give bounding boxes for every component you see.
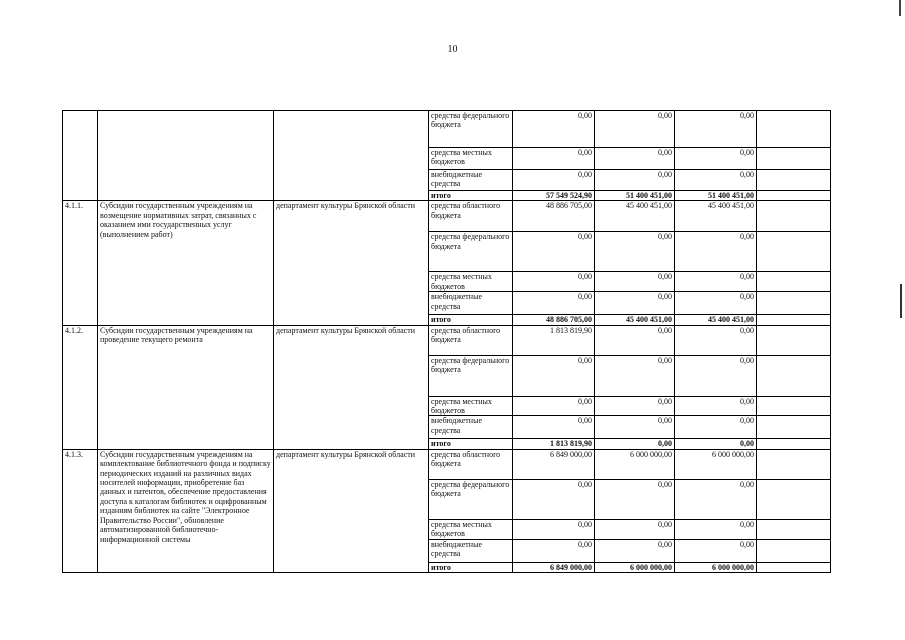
funding-source-cell	[429, 355, 513, 396]
amount-v2-cell: 0,00	[595, 232, 675, 272]
amount-v2-cell: 0,00	[595, 170, 675, 191]
amount-v1-cell: 0,00	[513, 170, 595, 191]
amount-v1-cell: 0,00	[513, 519, 595, 539]
funding-source-label: итого	[431, 439, 451, 449]
notes-cell	[757, 325, 831, 355]
amount-v2-cell: 51 400 451,00	[595, 191, 675, 201]
amount-v1-cell: 0,00	[513, 355, 595, 396]
notes-cell	[757, 355, 831, 396]
amount-v3-cell: 0,00	[675, 148, 757, 170]
table-row	[63, 111, 831, 148]
measure-code: 4.1.2.	[63, 325, 98, 449]
funding-source-cell	[429, 479, 513, 519]
notes-cell	[757, 111, 831, 148]
funding-source-label: внебюджетные средства	[431, 170, 482, 189]
amount-v3-cell: 0,00	[675, 519, 757, 539]
notes-cell	[757, 449, 831, 479]
amount-v1-cell: 0,00	[513, 479, 595, 519]
notes-cell	[757, 539, 831, 562]
amount-v2-cell: 6 000 000,00	[595, 562, 675, 572]
funding-source-label: средства федерального бюджета	[431, 479, 510, 499]
amount-v1-cell: 0,00	[513, 111, 595, 148]
funding-source-cell	[429, 201, 513, 232]
notes-cell	[757, 272, 831, 292]
amount-v3-cell: 0,00	[675, 232, 757, 272]
amount-v1-cell: 6 849 000,00	[513, 562, 595, 572]
measure-code: 4.1.3.	[63, 449, 98, 572]
notes-cell	[757, 519, 831, 539]
amount-v2-cell: 0,00	[595, 148, 675, 170]
amount-v1-cell: 1 813 819,90	[513, 439, 595, 449]
funding-source-cell	[429, 148, 513, 170]
amount-v3-cell: 0,00	[675, 416, 757, 439]
amount-v2-cell: 0,00	[595, 439, 675, 449]
amount-v2-cell: 0,00	[595, 519, 675, 539]
amount-v3-cell: 0,00	[675, 439, 757, 449]
scan-margin-mark	[900, 284, 902, 318]
amount-v2-cell: 45 400 451,00	[595, 201, 675, 232]
notes-cell	[757, 396, 831, 416]
amount-v1-cell: 0,00	[513, 416, 595, 439]
funding-source-label: средства местных бюджетов	[431, 396, 492, 416]
amount-v2-cell: 0,00	[595, 396, 675, 416]
measure-name: Субсидии государственным учреждениям на комплектование библиотечного фонда и подписку периодических изданий на различных видах носителей информации, приобретение баз данных и патентов, обеспечение предоставления доступа к каталогам библиотек и оцифрованным изданиям библиотек на сайте "Электронное Правительство России", обновление автоматизированной библиотечно-информационной системы	[98, 449, 274, 572]
name-cell	[98, 111, 274, 201]
amount-v2-cell: 0,00	[595, 272, 675, 292]
notes-cell	[757, 416, 831, 439]
funding-source-label: итого	[431, 315, 451, 325]
amount-v2-cell: 0,00	[595, 355, 675, 396]
amount-v3-cell: 0,00	[675, 355, 757, 396]
funding-source-cell	[429, 272, 513, 292]
amount-v3-cell: 6 000 000,00	[675, 449, 757, 479]
amount-v3-cell: 0,00	[675, 539, 757, 562]
notes-cell	[757, 479, 831, 519]
funding-source-label: средства федерального бюджета	[431, 232, 510, 251]
funding-source-label: средства местных бюджетов	[431, 519, 492, 539]
amount-v1-cell: 0,00	[513, 539, 595, 562]
funding-source-cell	[429, 170, 513, 191]
measure-code: 4.1.1.	[63, 201, 98, 325]
notes-cell	[757, 232, 831, 272]
budget-table	[62, 110, 831, 573]
amount-v3-cell: 0,00	[675, 272, 757, 292]
amount-v3-cell: 0,00	[675, 396, 757, 416]
funding-source-cell	[429, 396, 513, 416]
funding-source-label: внебюджетные средства	[431, 292, 482, 311]
amount-v2-cell: 0,00	[595, 416, 675, 439]
funding-source-label: средства федерального бюджета	[431, 355, 510, 375]
notes-cell	[757, 148, 831, 170]
funding-source-label: итого	[431, 191, 451, 200]
funding-source-label: средства областного бюджета	[431, 449, 501, 469]
funding-source-cell	[429, 315, 513, 325]
funding-source-label: итого	[431, 562, 451, 572]
amount-v3-cell: 51 400 451,00	[675, 191, 757, 201]
funding-source-label: средства местных бюджетов	[431, 148, 492, 167]
funding-source-cell	[429, 325, 513, 355]
table-body	[63, 111, 831, 573]
funding-source-label: внебюджетные средства	[431, 539, 482, 559]
code-cell	[63, 111, 98, 201]
measure-name: Субсидии государственным учреждениям на возмещение нормативных затрат, связанных с оказанием ими государственных услуг (выполнением работ)	[98, 201, 274, 325]
notes-cell	[757, 201, 831, 232]
amount-v1-cell: 57 549 524,90	[513, 191, 595, 201]
amount-v1-cell: 48 886 705,00	[513, 315, 595, 325]
amount-v2-cell: 0,00	[595, 325, 675, 355]
funding-source-cell	[429, 416, 513, 439]
funding-source-cell	[429, 539, 513, 562]
notes-cell	[757, 439, 831, 449]
funding-source-cell	[429, 191, 513, 201]
amount-v3-cell: 45 400 451,00	[675, 315, 757, 325]
funding-source-cell	[429, 519, 513, 539]
amount-v3-cell: 0,00	[675, 325, 757, 355]
notes-cell	[757, 315, 831, 325]
amount-v3-cell: 45 400 451,00	[675, 201, 757, 232]
measure-executor: департамент культуры Брянской области	[274, 325, 429, 449]
amount-v2-cell: 6 000 000,00	[595, 449, 675, 479]
measure-executor: департамент культуры Брянской области	[274, 449, 429, 572]
amount-v2-cell: 0,00	[595, 539, 675, 562]
amount-v1-cell: 6 849 000,00	[513, 449, 595, 479]
page-number: 10	[447, 44, 458, 55]
amount-v3-cell: 6 000 000,00	[675, 562, 757, 572]
measure-name: Субсидии государственным учреждениям на проведение текущего ремонта	[98, 325, 274, 449]
measure-executor: департамент культуры Брянской области	[274, 201, 429, 325]
amount-v1-cell: 48 886 705,00	[513, 201, 595, 232]
notes-cell	[757, 170, 831, 191]
funding-source-label: внебюджетные средства	[431, 416, 482, 435]
amount-v3-cell: 0,00	[675, 479, 757, 519]
notes-cell	[757, 191, 831, 201]
amount-v2-cell: 45 400 451,00	[595, 315, 675, 325]
funding-source-label: средства областного бюджета	[431, 325, 501, 345]
executor-cell	[274, 111, 429, 201]
notes-cell	[757, 562, 831, 572]
funding-source-cell	[429, 562, 513, 572]
amount-v2-cell: 0,00	[595, 292, 675, 315]
funding-source-label: средства федерального бюджета	[431, 111, 510, 130]
funding-source-label: средства местных бюджетов	[431, 272, 492, 291]
funding-source-cell	[429, 439, 513, 449]
amount-v1-cell: 0,00	[513, 396, 595, 416]
amount-v1-cell: 0,00	[513, 232, 595, 272]
amount-v3-cell: 0,00	[675, 111, 757, 148]
scan-edge-mark	[899, 0, 901, 16]
funding-source-cell	[429, 449, 513, 479]
amount-v3-cell: 0,00	[675, 292, 757, 315]
amount-v1-cell: 0,00	[513, 272, 595, 292]
funding-source-cell	[429, 232, 513, 272]
table-row	[63, 201, 831, 232]
amount-v1-cell: 0,00	[513, 292, 595, 315]
amount-v2-cell: 0,00	[595, 111, 675, 148]
amount-v1-cell: 0,00	[513, 148, 595, 170]
funding-source-cell	[429, 111, 513, 148]
table-row	[63, 325, 831, 355]
funding-source-label: средства областного бюджета	[431, 201, 501, 220]
notes-cell	[757, 292, 831, 315]
funding-source-cell	[429, 292, 513, 315]
table-row	[63, 449, 831, 479]
amount-v3-cell: 0,00	[675, 170, 757, 191]
amount-v1-cell: 1 813 819,90	[513, 325, 595, 355]
amount-v2-cell: 0,00	[595, 479, 675, 519]
